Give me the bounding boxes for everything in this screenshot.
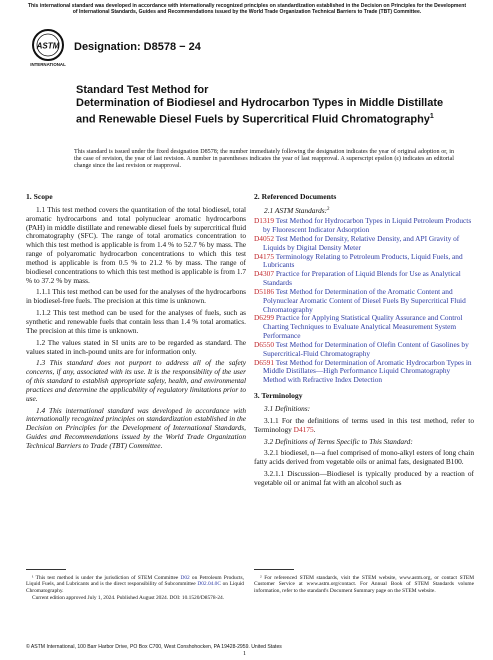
terminology-paragraph: 3.1 Definitions: [264,404,311,413]
terminology-text: . [313,424,316,434]
footnote-text: ¹ This test method is under the jurisdiction of STEM Committee [32,575,181,581]
footnote-1-edition: Current edition approved July 1, 2024. Published August 2024. DOI: 10.1520/D8578-24. [32,594,225,601]
reference-code[interactable]: D4307 [254,269,274,279]
reference-item[interactable] [254,253,474,271]
svg-text:INTERNATIONAL: INTERNATIONAL [30,62,66,67]
reference-title[interactable]: Test Method for Determination of Olefin Content of Gasolines by Supercritical-Fluid Chromatography [263,339,469,358]
terminology-heading: 3. Terminology [254,391,303,401]
reference-title[interactable]: Practice for Applying Statistical Quality Assurance and Control Charting Techniques to Evaluate Analytical Measurement System Performance [263,313,463,341]
copyright-line: © ASTM International, 100 Barr Harbor Drive, PO Box C700, West Conshohocken, PA 19428-2959. United States [26,644,282,650]
reference-item[interactable] [254,235,474,253]
terminology-paragraph [254,417,474,435]
scope-heading: 1. Scope [26,192,53,201]
reference-code[interactable]: D6299 [254,313,274,323]
footnote-text: on Liquid Chromatography. [26,581,244,594]
scope-paragraph: 1.1.1 This test method can be used for the analyses of the hydrocarbons in biodiesel-free fuels. The precision at this time is unknown. [26,287,246,306]
reference-code[interactable]: D5186 [254,286,274,296]
title-line-2 [76,97,456,127]
document-title [76,84,456,127]
tbt-notice: This international standard was developed in accordance with internationally recognized principles on standardization established in the Decision on Principles for the Development of International Standards, Guides and Recommendations issued by the World Trade Organization Technical Barriers to Trade (TBT) Committee. [27,3,467,16]
footnote-2 [254,575,474,595]
footnote-1 [26,575,244,602]
svg-text:ASTM: ASTM [36,41,60,51]
terminology-link[interactable]: D4175 [293,424,314,434]
page-number: 1 [243,650,247,657]
reference-title[interactable]: Test Method for Determination of the Aromatic Content and Polynuclear Aromatic Content of Diesel Fuels By Supercritical Fluid Chromatography [263,286,466,314]
reference-code[interactable]: D4052 [254,233,274,243]
reference-item[interactable] [254,270,474,288]
title-line-1: Standard Test Method for [76,84,209,96]
scope-paragraph-tbt: 1.4 This international standard was developed in accordance with internationally recognized principles on standardization established in the Decision on Principles for the Development of International Standards, Guides and Recommendations issued by the World Trade Organization Technical Barriers to Trade (TBT) Committee. [26,405,246,450]
left-column [26,193,246,454]
reference-item[interactable] [254,359,474,386]
reference-title[interactable]: Terminology Relating to Petroleum Products, Liquid Fuels, and Lubricants [263,251,463,270]
scope-paragraph-safety: 1.3 This standard does not purport to address all of the safety concerns, if any, associated with its use. It is the responsibility of the user of this standard to establish appropriate safety, health, and environmental practices and determine the applicability of regulatory limitations prior to use. [26,358,246,403]
scope-paragraph: 1.2 The values stated in SI units are to be regarded as standard. The values stated in inch-pound units are for information only. [26,337,246,356]
footnote-text: on Petroleum Products, Liquid Fuels, and Lubricants and is the direct responsibility of Subcommittee [26,575,244,588]
title-footnote-mark: 1 [429,113,434,120]
reference-item[interactable] [254,217,474,235]
reference-title[interactable]: Practice for Preparation of Liquid Blends for Use as Analytical Standards [263,269,461,288]
reference-list [254,217,474,385]
reference-item[interactable] [254,314,474,341]
footnote-rule [26,569,66,570]
reference-item[interactable] [254,288,474,315]
right-column [254,193,474,491]
terminology-paragraph: 3.2 Definitions of Terms Specific to This Standard: [264,436,413,446]
terminology-paragraph: 3.2.1 biodiesel, n—a fuel comprised of mono-alkyl esters of long chain fatty acids derived from vegetable oils or animal fats, designated B100. [254,448,474,467]
reference-title[interactable]: Test Method for Determination of Aromatic Hydrocarbon Types in Middle Distillates—High Performance Liquid Chromatography Method with Refractive Index Detection [263,357,472,385]
footnote-link[interactable]: D02 [180,575,190,581]
scope-paragraph: 1.1 This test method covers the quantitation of the total biodiesel, total aromatic hydrocarbons and total polynuclear aromatic hydrocarbons (PAH) in middle distillate and renewable diesel fuels by supercritical fluid chromatography (SFC). The range of total aromatics concentration to which this test method is applicable is from 1.4 % to 52.7 % by mass. The range of polyaromatic hydrocarbon concentrations to which this test method is applicable is from 0.5 % to 21.2 % by mass. The range of biodiesel concentrations to which this test method is applicable is from 1.7 % to 37.2 % by mass. [26,204,246,285]
terminology-text: 3.1.1 For the definitions of terms used in this test method, refer to Terminology [254,415,474,434]
terminology-paragraph: 3.2.1.1 Discussion—Biodiesel is typically produced by a reaction of vegetable oil or animal fat with an alcohol such as [254,469,474,487]
designation: Designation: D8578 − 24 [74,41,201,53]
astm-standards-subheading [254,206,474,216]
references-heading: 2. Referenced Documents [254,192,337,201]
scope-paragraph: 1.1.2 This test method can be used for the analyses of fuels, such as synthetic and renewable fuels that contain less than 1.4 % total aromatics. The precision at this time is unknown. [26,308,246,335]
footnote-2-text: ² For referenced STEM standards, visit the STEM website, www.astm.org, or contact STEM Customer Service at www.astm.org/contact. For Annual Book of STEM Standards volume information, refer to the standard's Document Summary page on the STEM website. [254,575,474,594]
footnote-mark: 2 [327,206,330,212]
reference-code[interactable]: D1319 [254,216,274,226]
footnote-rule [254,569,294,570]
title-main: Determination of Biodiesel and Hydrocarbon Types in Middle Distillate and Renewable Diesel Fuels by Supercritical Fluid Chromatography [76,97,444,126]
issue-note: This standard is issued under the fixed designation D8578; the number immediately following the designation indicates the year of original adoption or, in the case of revision, the year of last revision. A number in parentheses indicates the year of last reapproval. A superscript epsilon (ε) indicates an editorial change since the last revision or reapproval. [74,149,454,170]
astm-standards-label: 2.1 ASTM Standards: [264,206,328,216]
reference-title[interactable]: Test Method for Density, Relative Density, and API Gravity of Liquids by Digital Density Meter [263,233,460,252]
footnote-link[interactable]: D02.04.0C [197,581,221,588]
reference-code[interactable]: D6591 [254,357,274,367]
reference-item[interactable] [254,341,474,359]
reference-code[interactable]: D6550 [254,339,274,349]
astm-logo [27,26,69,68]
footnote-1-text [26,575,244,594]
reference-code[interactable]: D4175 [254,251,274,261]
reference-title[interactable]: Test Method for Hydrocarbon Types in Liquid Petroleum Products by Fluorescent Indicator Adsorption [263,216,472,234]
